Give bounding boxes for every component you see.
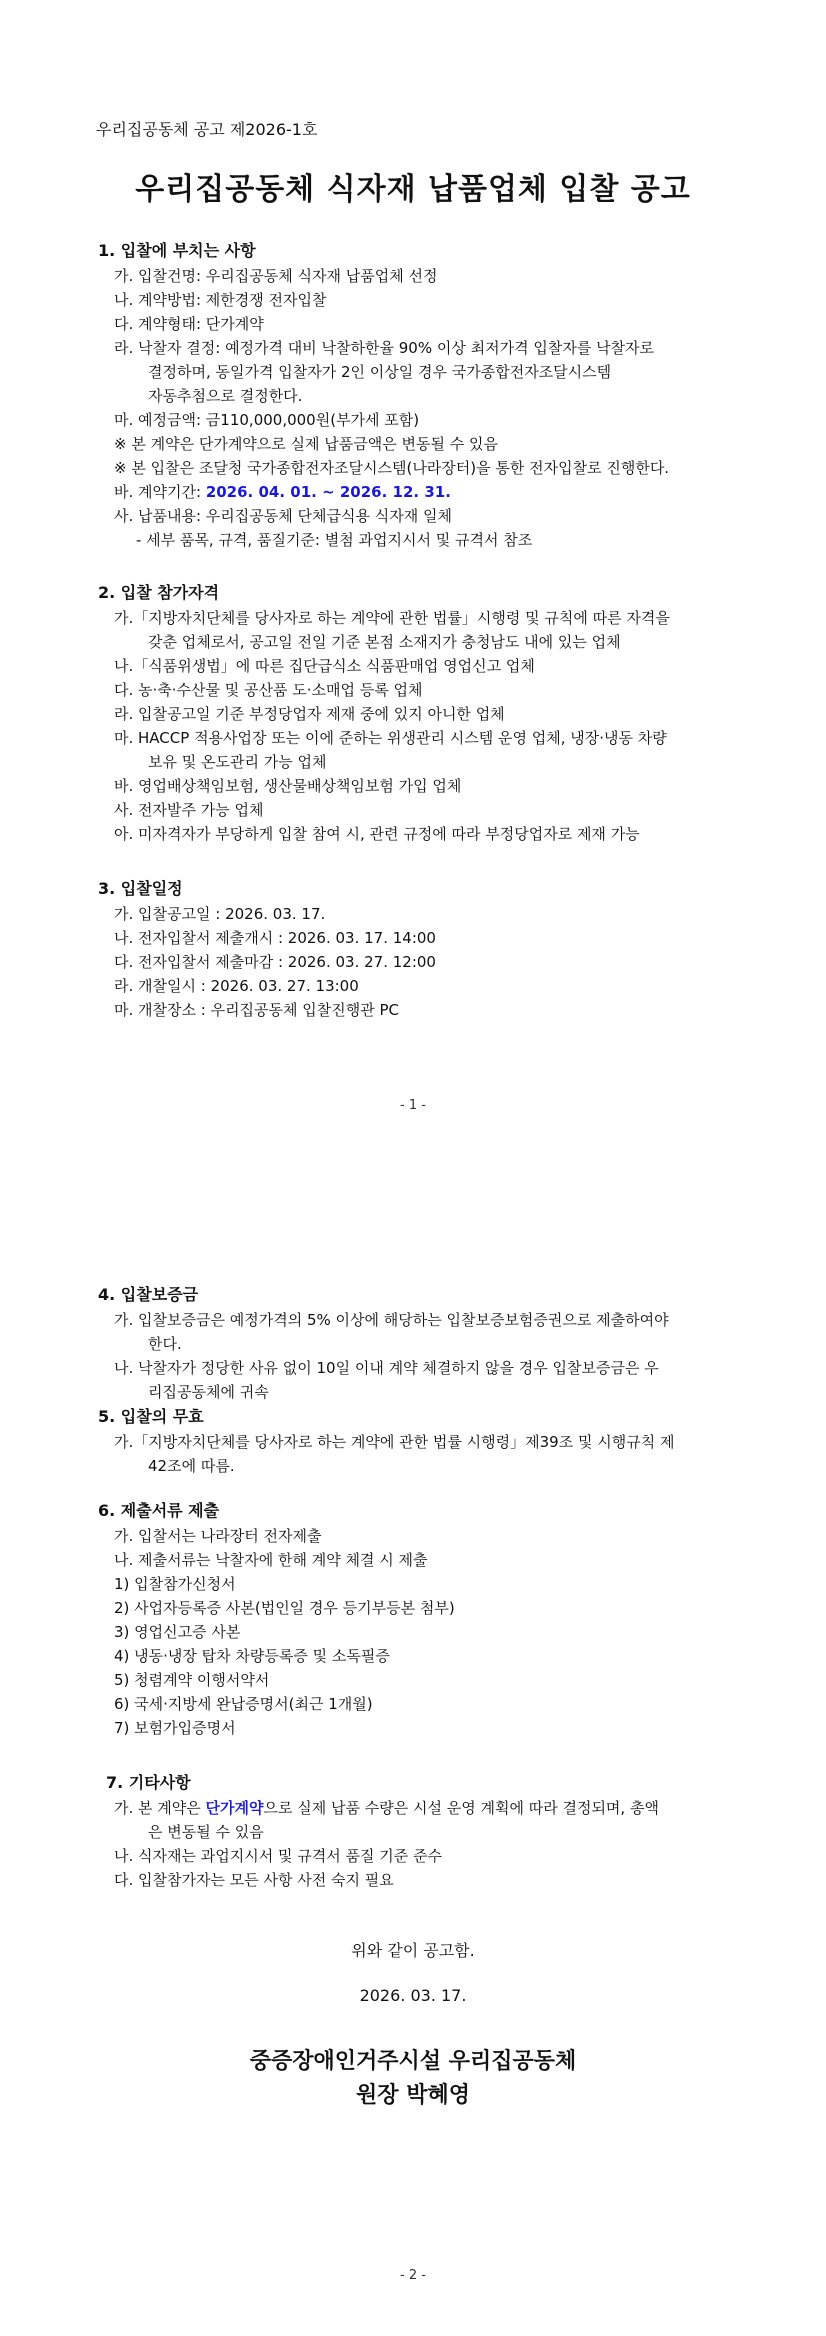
s4-line: 한다. [148, 1335, 182, 1353]
s2-line: 아. 미자격자가 부당하게 입찰 참여 시, 관련 규정에 따라 부정당업자로 제재 가능 [114, 825, 640, 843]
s7-line1-post: 으로 실제 납품 수량은 시설 운영 계획에 따라 결정되며, 총액 [263, 1799, 659, 1817]
s2-line: 사. 전자발주 가능 업체 [114, 801, 264, 819]
director-name: 원장 박혜영 [356, 2083, 470, 2108]
unit-price-contract-highlight: 단가계약 [205, 1799, 264, 1817]
page-number: - 2 - [400, 2268, 426, 2283]
contract-period-value: 2026. 04. 01. ~ 2026. 12. 31. [205, 483, 451, 501]
s4-line: 나. 낙찰자가 정당한 사유 없이 10일 이내 계약 체결하지 않을 경우 입찰보증금은 우 [114, 1359, 659, 1377]
s1-line: 가. 입찰건명: 우리집공동체 식자재 납품업체 선정 [114, 267, 438, 285]
section-7 [98, 1770, 738, 1892]
s1-line: 라. 낙찰자 결정: 예정가격 대비 낙찰하한율 90% 이상 최저가격 입찰자를 낙찰자로 [114, 339, 655, 357]
s3-line: 라. 개찰일시 : 2026. 03. 27. 13:00 [114, 977, 359, 995]
s2-line: 마. HACCP 적용사업장 또는 이에 준하는 위생관리 시스템 운영 업체, 냉장·냉동 차량 [114, 729, 667, 747]
s2-line: 보유 및 온도관리 가능 업체 [148, 753, 327, 771]
section-7-heading: 7. 기타사항 [106, 1773, 191, 1792]
s6-line: 가. 입찰서는 나라장터 전자제출 [114, 1527, 322, 1545]
s1-line: 마. 예정금액: 금110,000,000원(부가세 포함) [114, 411, 420, 429]
contract-period-line [98, 480, 738, 504]
s2-line: 바. 영업배상책임보험, 생산물배상책임보험 가입 업체 [114, 777, 462, 795]
s1-line: 결정하며, 동일가격 입찰자가 2인 이상일 경우 국가종합전자조달시스템 [148, 363, 612, 381]
s3-line: 가. 입찰공고일 : 2026. 03. 17. [114, 905, 326, 923]
s6-line: 나. 제출서류는 낙찰자에 한해 계약 체결 시 제출 [114, 1551, 428, 1569]
section-6-heading: 6. 제출서류 제출 [98, 1501, 220, 1520]
s7-line1-pre: 가. 본 계약은 [114, 1799, 206, 1817]
section-6 [98, 1498, 738, 1740]
s6-doc-item: 5) 청렴계약 이행서약서 [114, 1671, 270, 1689]
document-title: 우리집공동체 식자재 납품업체 입찰 공고 [135, 172, 691, 207]
contract-period-label: 바. 계약기간: [114, 483, 206, 501]
s1-line: 나. 계약방법: 제한경쟁 전자입찰 [114, 291, 327, 309]
section-3 [98, 876, 738, 1022]
s6-doc-item: 7) 보험가입증명서 [114, 1719, 236, 1737]
s1-line: 자동추첨으로 결정한다. [148, 387, 303, 405]
section-5 [98, 1404, 738, 1478]
closing-statement: 위와 같이 공고함. [351, 1941, 475, 1960]
s6-doc-item: 1) 입찰참가신청서 [114, 1575, 236, 1593]
s7-line: 은 변동될 수 있음 [148, 1823, 264, 1841]
s5-line: 42조에 따름. [148, 1457, 235, 1475]
s5-line: 가.「지방자치단체를 당사자로 하는 계약에 관한 법률 시행령」제39조 및 시행규칙 제 [114, 1433, 675, 1451]
section-2-heading: 2. 입찰 참가자격 [98, 583, 220, 602]
page-2 [0, 1168, 826, 2336]
s1-note: ※ 본 입찰은 조달청 국가종합전자조달시스템(나라장터)을 통한 전자입찰로 진행한다. [114, 459, 670, 477]
s3-line: 나. 전자입찰서 제출개시 : 2026. 03. 17. 14:00 [114, 929, 436, 947]
section-5-heading: 5. 입찰의 무효 [98, 1407, 204, 1426]
s1-line: 다. 계약형태: 단가계약 [114, 315, 264, 333]
s7-line [98, 1796, 738, 1820]
s7-line: 다. 입찰참가자는 모든 사항 사전 숙지 필요 [114, 1871, 394, 1889]
announcement-date: 2026. 03. 17. [359, 1986, 467, 2005]
section-4 [98, 1282, 738, 1404]
section-2 [98, 580, 738, 846]
s2-line: 다. 농·축·수산물 및 공산품 도·소매업 등록 업체 [114, 681, 423, 699]
s3-line: 마. 개찰장소 : 우리집공동체 입찰진행관 PC [114, 1001, 400, 1019]
s4-line: 리집공동체에 귀속 [148, 1383, 269, 1401]
s4-line: 가. 입찰보증금은 예정가격의 5% 이상에 해당하는 입찰보증보험증권으로 제출하여야 [114, 1311, 669, 1329]
page-number: - 1 - [400, 1098, 426, 1113]
s7-line: 나. 식자재는 과업지시서 및 규격서 품질 기준 준수 [114, 1847, 442, 1865]
s1-note: ※ 본 계약은 단가계약으로 실제 납품금액은 변동될 수 있음 [114, 435, 498, 453]
s3-line: 다. 전자입찰서 제출마감 : 2026. 03. 27. 12:00 [114, 953, 436, 971]
s2-line: 라. 입찰공고일 기준 부정당업자 제재 중에 있지 아니한 업체 [114, 705, 505, 723]
s2-line: 갖춘 업체로서, 공고일 전일 기준 본점 소재지가 충청남도 내에 있는 업체 [148, 633, 621, 651]
s2-line: 나.「식품위생법」에 따른 집단급식소 식품판매업 영업신고 업체 [114, 657, 535, 675]
section-1-heading: 1. 입찰에 부치는 사항 [98, 241, 256, 260]
section-3-heading: 3. 입찰일정 [98, 879, 183, 898]
organization-name: 중증장애인거주시설 우리집공동체 [249, 2049, 577, 2074]
s6-doc-item: 6) 국세·지방세 완납증명서(최근 1개월) [114, 1695, 373, 1713]
s1-line: 사. 납품내용: 우리집공동체 단체급식용 식자재 일체 [114, 507, 452, 525]
s6-doc-item: 2) 사업자등록증 사본(법인일 경우 등기부등본 첨부) [114, 1599, 455, 1617]
s6-doc-item: 4) 냉동·냉장 탑차 차량등록증 및 소독필증 [114, 1647, 390, 1665]
section-4-heading: 4. 입찰보증금 [98, 1285, 199, 1304]
section-1 [98, 238, 738, 552]
s6-doc-item: 3) 영업신고증 사본 [114, 1623, 241, 1641]
s1-line: - 세부 품목, 규격, 품질기준: 별첨 과업지시서 및 규격서 참조 [136, 531, 533, 549]
s2-line: 가.「지방자치단체를 당사자로 하는 계약에 관한 법률」시행령 및 규칙에 따른 자격을 [114, 609, 670, 627]
document-number: 우리집공동체 공고 제2026-1호 [96, 120, 318, 139]
